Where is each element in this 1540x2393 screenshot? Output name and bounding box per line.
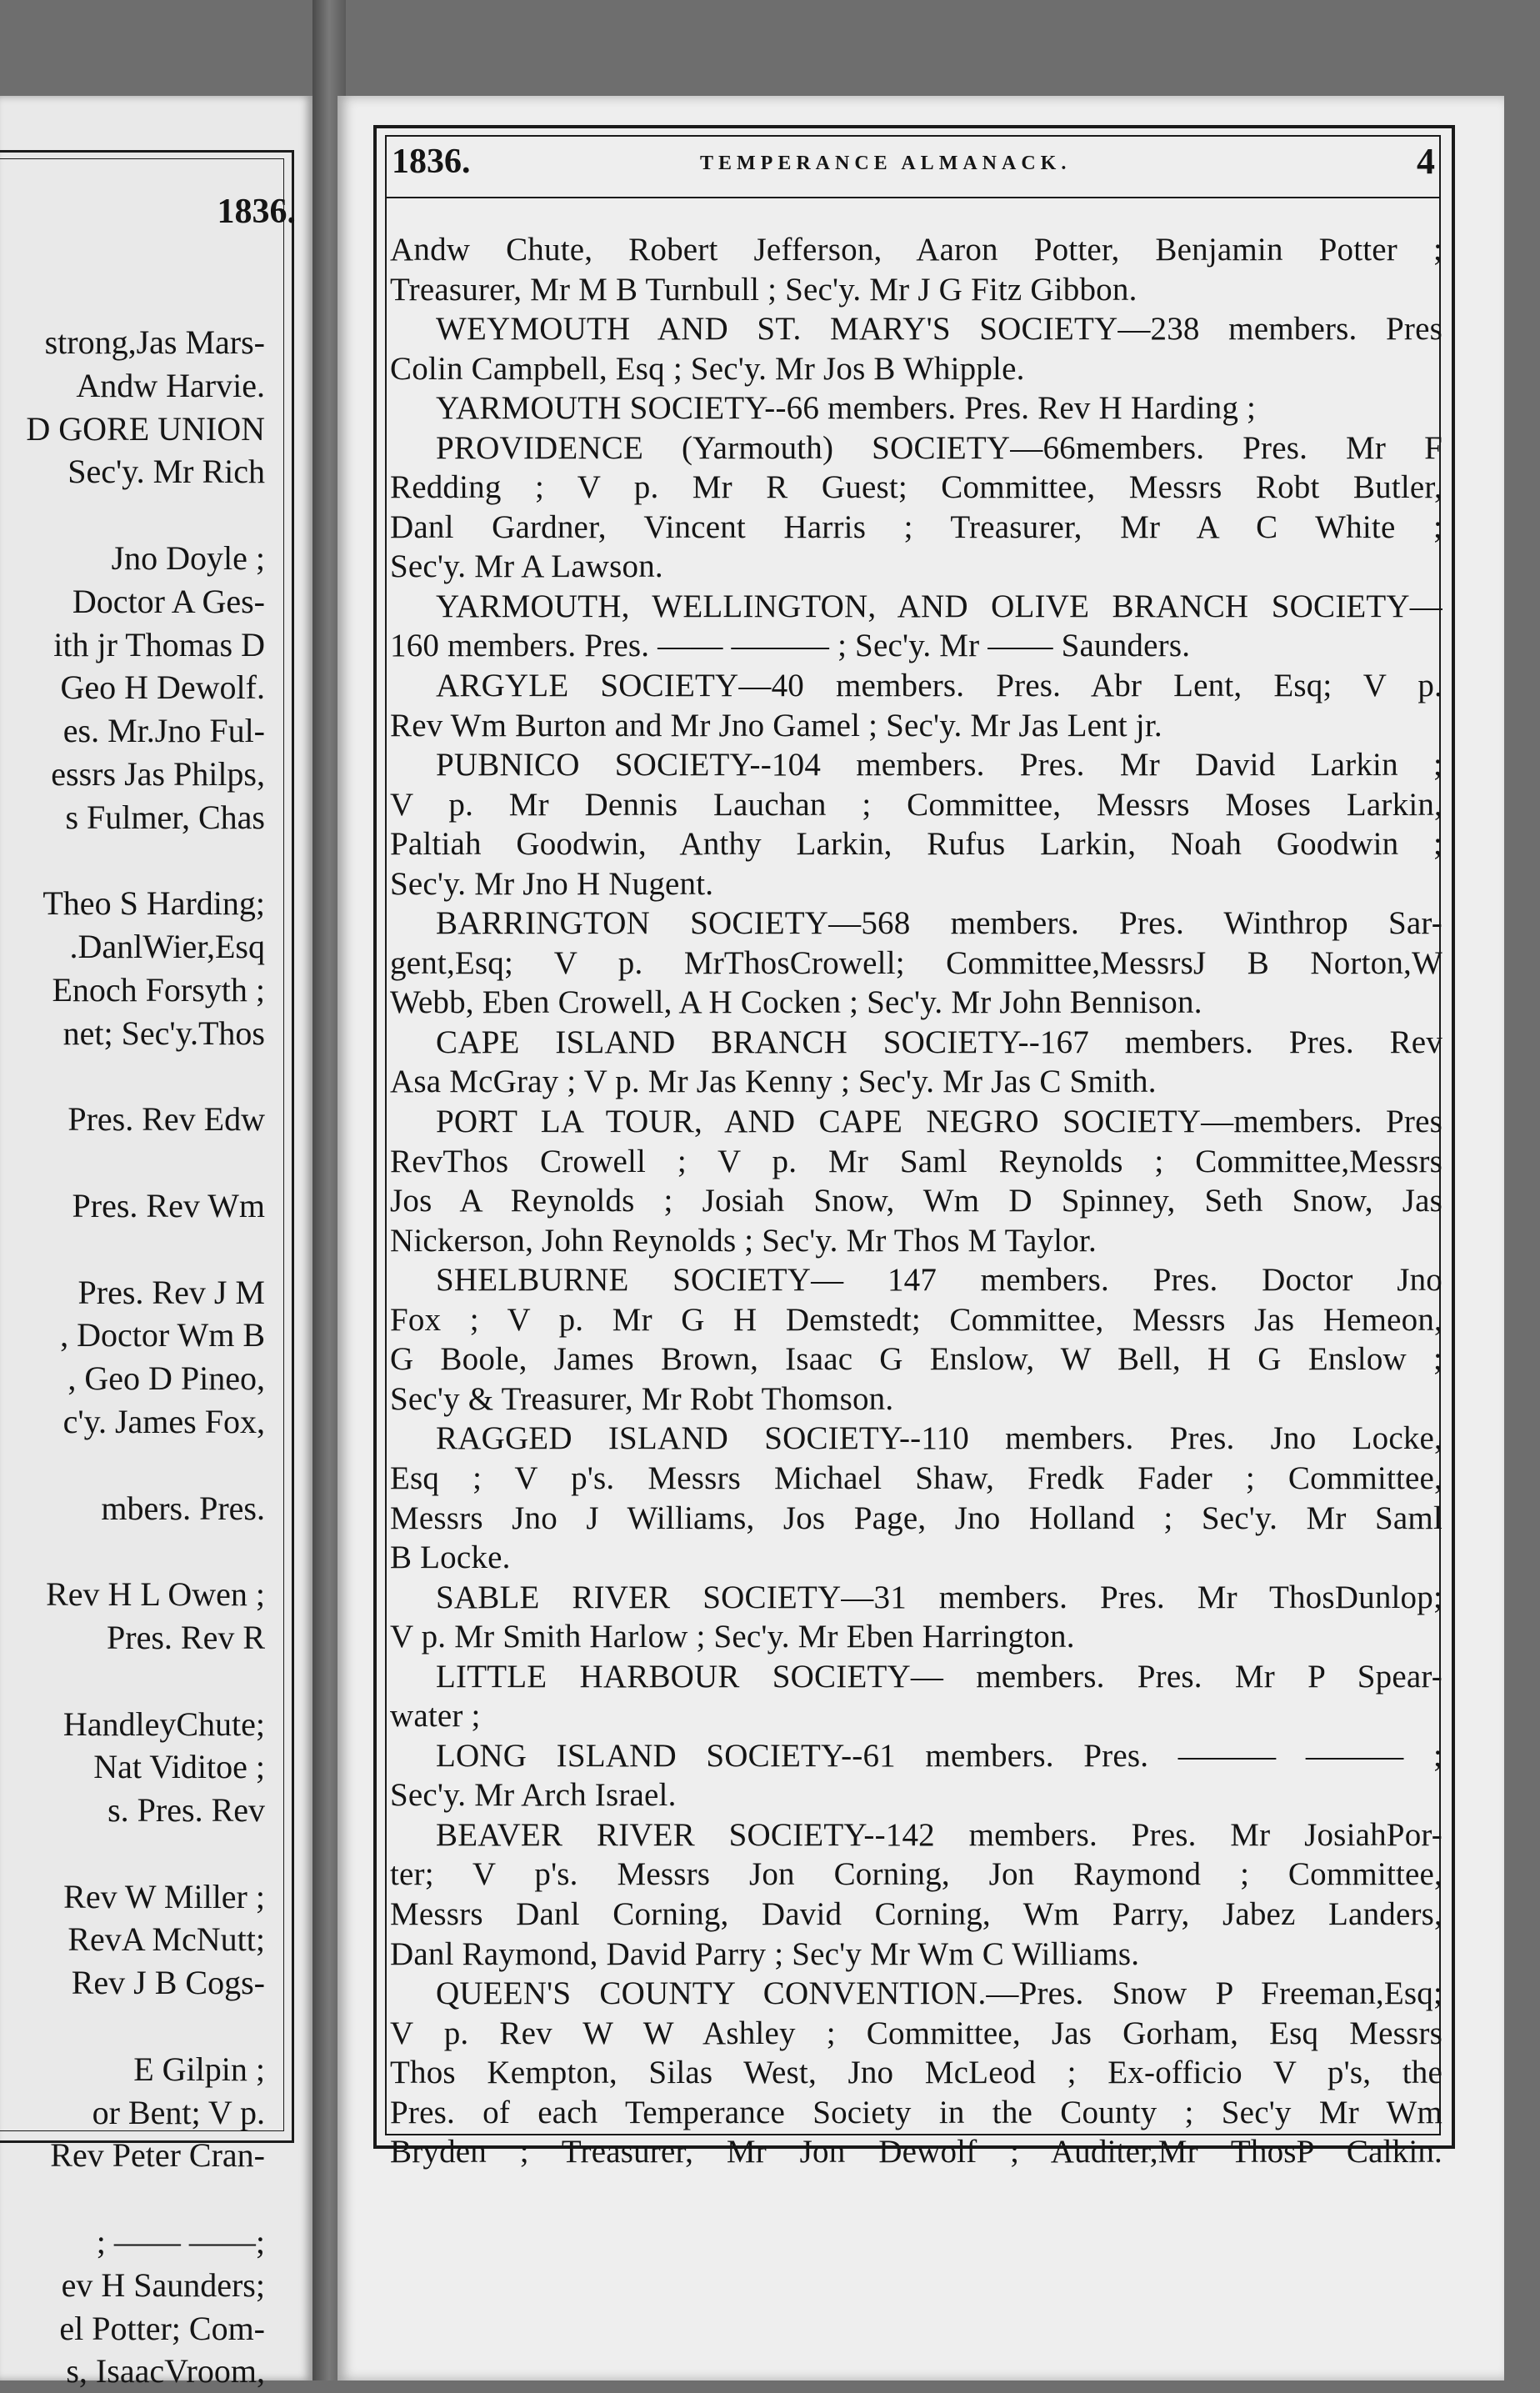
text-line: PORT LA TOUR, AND CAPE NEGRO SOCIETY—members. Pres [436,1104,1442,1140]
left-page-line: strong,Jas Mars- [44,323,265,361]
left-page-line: mbers. Pres. [101,1489,265,1527]
left-page-line: Doctor A Ges- [72,582,265,620]
text-line: V p. Mr Smith Harlow ; Sec'y. Mr Eben Harrington. [390,1619,1075,1655]
text-line: B Locke. [390,1539,511,1576]
running-head-title: TEMPERANCE ALMANACK. [700,153,1072,174]
left-page-line: Rev H L Owen ; [46,1575,265,1614]
left-page-line: RevA McNutt; [68,1920,265,1959]
text-line: 160 members. Pres. —— ——— ; Sec'y. Mr —— Saunders. [390,628,1191,664]
left-page-line: Rev J B Cogs- [71,1964,265,2002]
left-page-line: Enoch Forsyth ; [52,970,265,1009]
left-page-line: Theo S Harding; [42,884,265,923]
text-line: water ; [390,1698,481,1735]
text-line: Thos Kempton, Silas West, Jno McLeod ; Ex-officio V p's, the [390,2055,1442,2091]
text-line: Jos A Reynolds ; Josiah Snow, Wm D Spinney, Seth Snow, Jas [390,1183,1442,1219]
left-page-line: Rev Peter Cran- [50,2136,265,2175]
text-line: Sec'y. Mr Jno H Nugent. [390,865,714,902]
left-page-line [0,1660,265,1703]
left-page-line: Pres. Rev R [107,1618,265,1656]
text-line: Colin Campbell, Esq ; Sec'y. Mr Jos B Whipple. [390,350,1025,387]
text-line: CAPE ISLAND BRANCH SOCIETY--167 members. Pres. Rev [436,1024,1442,1060]
text-line: Sec'y. Mr A Lawson. [390,548,663,585]
left-page-line: or Bent; V p. [92,2093,265,2131]
text-line: BARRINGTON SOCIETY—568 members. Pres. Winthrop Sar- [436,905,1442,942]
left-page-line: net; Sec'y.Thos [62,1014,265,1052]
text-line: ARGYLE SOCIETY—40 members. Pres. Abr Lent, Esq; V p. [436,668,1442,704]
left-page-line: Pres. Rev Edw [68,1100,265,1139]
text-line: SHELBURNE SOCIETY— 147 members. Pres. Doctor Jno [436,1262,1442,1299]
text-line: SABLE RIVER SOCIETY—31 members. Pres. Mr ThosDunlop; [436,1579,1442,1615]
left-page-line: ev H Saunders; [61,2265,265,2304]
left-page-line: Pres. Rev J M [78,1273,265,1311]
left-page-line: Pres. Rev Wm [72,1186,265,1224]
left-page-line [0,1529,265,1573]
text-line: PUBNICO SOCIETY--104 members. Pres. Mr David Larkin ; [436,747,1442,783]
text-line: Webb, Eben Crowell, A H Cocken ; Sec'y. Mr John Bennison. [390,984,1202,1021]
text-line: V p. Rev W W Ashley ; Committee, Jas Gorham, Esq Messrs [390,2015,1442,2051]
text-line: Andw Chute, Robert Jefferson, Aaron Potter, Benjamin Potter ; [390,232,1442,268]
society-listing [390,230,1442,2172]
left-page-year: 1836. [217,193,296,231]
left-page-line: HandleyChute; [62,1705,265,1743]
text-line: Danl Gardner, Vincent Harris ; Treasurer, Mr A C White ; [390,508,1442,545]
left-page-line: el Potter; Com- [59,2309,265,2347]
left-page-line: Rev W Miller ; [63,1877,265,1915]
left-page-line: c'y. James Fox, [62,1402,265,1440]
running-head-year: 1836. [392,143,471,181]
left-page-line: es. Mr.Jno Ful- [62,712,265,750]
left-page-line [0,2177,265,2220]
text-line: G Boole, James Brown, Isaac G Enslow, W Bell, H G Enslow ; [390,1341,1442,1378]
text-line: WEYMOUTH AND ST. MARY'S SOCIETY—238 members. Pres [436,311,1442,348]
left-page-line [0,1055,265,1099]
header-rule [385,197,1439,198]
text-line: Paltiah Goodwin, Anthy Larkin, Rufus Larkin, Noah Goodwin ; [390,826,1442,863]
left-page-line: essrs Jas Philps, [51,754,265,793]
left-page-line: s. Pres. Rev [108,1791,265,1830]
text-line: YARMOUTH, WELLINGTON, AND OLIVE BRANCH SOCIETY— [436,588,1442,624]
text-line: Rev Wm Burton and Mr Jno Gamel ; Sec'y. Mr Jas Lent jr. [390,707,1162,743]
text-line: Bryden ; Treasurer, Mr Jon Dewolf ; Auditer,Mr ThosP Calkin. [390,2134,1442,2170]
text-line: Redding ; V p. Mr R Guest; Committee, Messrs Robt Butler, [390,469,1442,506]
left-page-line: ith jr Thomas D [53,625,265,663]
left-page-line: Sec'y. Mr Rich [68,453,265,491]
text-line: Asa McGray ; V p. Mr Jas Kenny ; Sec'y. Mr Jas C Smith. [390,1064,1157,1100]
text-line: V p. Mr Dennis Lauchan ; Committee, Messrs Moses Larkin, [390,786,1442,823]
left-page-line [0,493,265,537]
left-page-line: s, IsaacVroom, [66,2352,265,2390]
text-line: Treasurer, Mr M B Turnbull ; Sec'y. Mr J G Fitz Gibbon. [390,271,1138,308]
text-line: Esq ; V p's. Messrs Michael Shaw, Fredk Fader ; Committee, [390,1459,1442,1496]
text-line: Sec'y. Mr Arch Israel. [390,1777,677,1814]
left-page-line: E Gilpin ; [133,2050,265,2088]
text-line: PROVIDENCE (Yarmouth) SOCIETY—66members. Pres. Mr F [436,429,1442,466]
page-number: 4 [1417,141,1435,182]
left-page-line [0,2005,265,2048]
text-line: Nickerson, John Reynolds ; Sec'y. Mr Thos M Taylor. [390,1222,1097,1259]
text-line: RAGGED ISLAND SOCIETY--110 members. Pres. Jno Locke, [436,1420,1442,1457]
left-page-line: Jno Doyle ; [111,538,265,577]
left-page-line: Nat Viditoe ; [93,1748,265,1786]
text-line: Messrs Danl Corning, David Corning, Wm Parry, Jabez Landers, [390,1895,1442,1932]
left-page-line [0,1832,265,1875]
text-line: ter; V p's. Messrs Jon Corning, Jon Raymond ; Committee, [390,1856,1442,1893]
text-line: LONG ISLAND SOCIETY--61 members. Pres. ——— ——— ; [436,1737,1442,1774]
left-page-line: Geo H Dewolf. [60,668,265,707]
left-page-line [0,1141,265,1184]
left-page-line: Andw Harvie. [76,366,265,404]
text-line: gent,Esq; V p. MrThosCrowell; Committee,MessrsJ B Norton,W [390,944,1442,981]
text-line: BEAVER RIVER SOCIETY--142 members. Pres. Mr JosiahPor- [436,1816,1442,1853]
text-line: Pres. of each Temperance Society in the County ; Sec'y Mr Wm [390,2094,1442,2130]
text-line: RevThos Crowell ; V p. Mr Saml Reynolds ; Committee,Messrs [390,1143,1442,1179]
left-page-text [0,321,265,2393]
left-page-line: .DanlWier,Esq [69,928,265,966]
text-line: Sec'y & Treasurer, Mr Robt Thomson. [390,1380,894,1417]
left-page-line: ; —— ——; [96,2223,265,2261]
left-page-line: D GORE UNION [26,409,265,448]
text-line: Fox ; V p. Mr G H Demstedt; Committee, Messrs Jas Hemeon, [390,1301,1442,1338]
text-line: Danl Raymond, David Parry ; Sec'y Mr Wm C Williams. [390,1935,1140,1972]
left-page-line [0,1444,265,1487]
left-page-line: s Fulmer, Chas [65,798,265,836]
left-page-line: , Geo D Pineo, [68,1359,265,1398]
left-page [0,96,312,2390]
text-line: YARMOUTH SOCIETY--66 members. Pres. Rev H Harding ; [436,390,1257,427]
left-page-line [0,839,265,883]
text-line: Messrs Jno J Williams, Jos Page, Jno Holland ; Sec'y. Mr Saml [390,1499,1442,1536]
left-page-line [0,1228,265,1271]
left-page-line: , Doctor Wm B [60,1316,265,1354]
text-line: LITTLE HARBOUR SOCIETY— members. Pres. Mr P Spear- [436,1658,1442,1695]
text-line: QUEEN'S COUNTY CONVENTION.—Pres. Snow P Freeman,Esq; [436,1975,1442,2012]
